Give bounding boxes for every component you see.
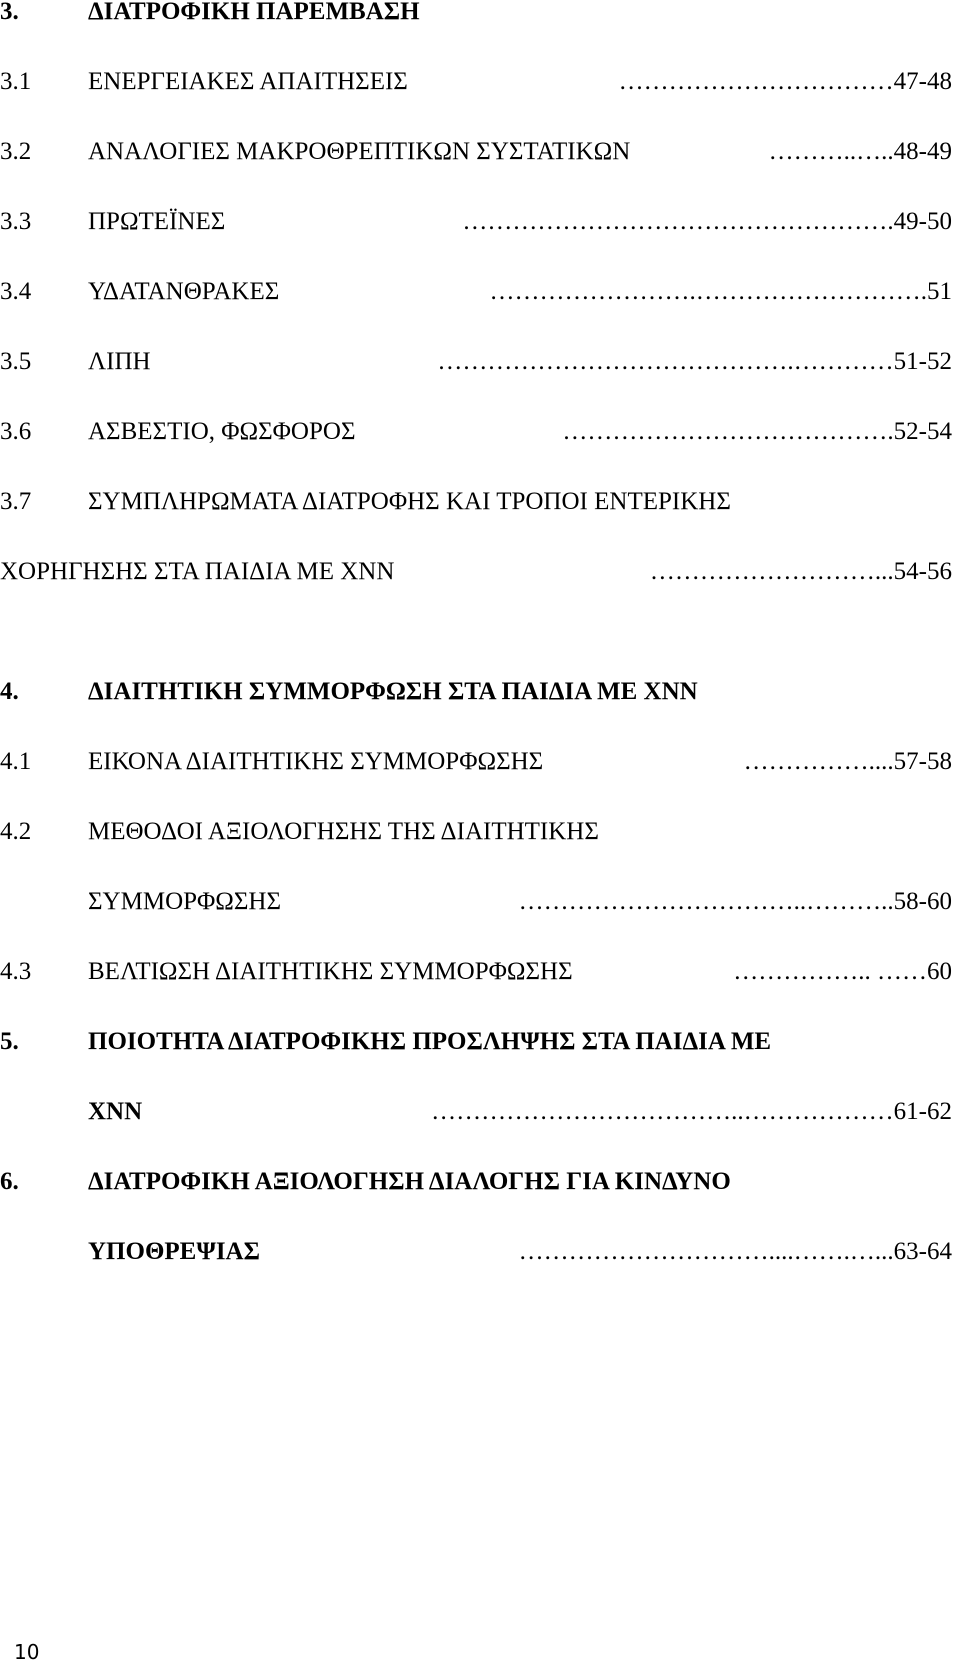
toc-title: ΣΥΜΠΛΗΡΩΜΑΤΑ ΔΙΑΤΡΟΦΗΣ ΚΑΙ ΤΡΟΠΟΙ ΕΝΤΕΡΙΚΗΣ [88,488,731,515]
toc-pages: ………………………………….52-54 [562,418,952,445]
toc-number: 5. [0,1028,19,1055]
toc-number: 3.3 [0,208,32,235]
toc-number: 3. [0,0,19,25]
toc-number: 4.2 [0,818,32,845]
toc-entry-4-3 [0,954,952,990]
toc-entry-3-7-continued [0,554,952,590]
toc-title: ΕΝΕΡΓΕΙΑΚΕΣ ΑΠΑΙΤΗΣΕΙΣ [88,68,408,95]
toc-heading-4 [0,674,952,710]
toc-title: ΒΕΛΤΙΩΣΗ ΔΙΑΙΤΗΤΙΚΗΣ ΣΥΜΜΟΡΦΩΣΗΣ [88,958,573,985]
toc-pages: …………………………....…….…...63-64 [518,1238,952,1265]
toc-pages: ……………………………..………..58-60 [518,888,952,915]
toc-title: ΔΙΑΤΡΟΦΙΚΗ ΑΞΙΟΛΟΓΗΣΗ ΔΙΑΛΟΓΗΣ ΓΙΑ ΚΙΝΔΥΝΟ [88,1168,731,1195]
toc-number: 3.1 [0,68,32,95]
toc-number: 3.7 [0,488,32,515]
toc-pages: ………………………………..………………61-62 [431,1098,952,1125]
page-number: 10 [14,1640,40,1664]
toc-heading-6 [0,1164,952,1200]
toc-number: 3.2 [0,138,32,165]
toc-title: ΑΣΒΕΣΤΙΟ, ΦΩΣΦΟΡΟΣ [88,418,356,445]
toc-number: 3.4 [0,278,32,305]
toc-title: ΑΝΑΛΟΓΙΕΣ ΜΑΚΡΟΘΡΕΠΤΙΚΩΝ ΣΥΣΤΑΤΙΚΩΝ [88,138,631,165]
toc-pages: …………………………………….…………51-52 [437,348,952,375]
toc-title: ΜΕΘΟΔΟΙ ΑΞΙΟΛΟΓΗΣΗΣ ΤΗΣ ΔΙΑΙΤΗΤΙΚΗΣ [88,818,599,845]
toc-entry-3-5 [0,344,952,380]
toc-pages: ……………………………47-48 [618,68,952,95]
toc-number: 4. [0,678,19,705]
toc-heading-3 [0,0,952,30]
toc-heading-6-continued [0,1234,952,1270]
toc-pages: ………………………...54-56 [649,558,952,585]
toc-entry-3-6 [0,414,952,450]
toc-entry-3-4 [0,274,952,310]
toc-number: 4.3 [0,958,32,985]
toc-entry-3-3 [0,204,952,240]
toc-pages: …………………………………………….49-50 [462,208,952,235]
toc-entry-3-7 [0,484,952,520]
toc-pages: ………..…..48-49 [768,138,952,165]
toc-title: ΠΟΙΟΤΗΤΑ ΔΙΑΤΡΟΦΙΚΗΣ ΠΡΟΣΛΗΨΗΣ ΣΤΑ ΠΑΙΔΙΑ ΜΕ [88,1028,772,1055]
toc-title: ΔΙΑΤΡΟΦΙΚΗ ΠΑΡΕΜΒΑΣΗ [88,0,420,25]
toc-title: ΛΙΠΗ [88,348,151,375]
toc-number: 3.5 [0,348,32,375]
toc-title-continued: ΥΠΟΘΡΕΨΙΑΣ [88,1238,260,1265]
toc-entry-4-2 [0,814,952,850]
toc-entry-4-2-continued [0,884,952,920]
toc-number: 4.1 [0,748,32,775]
toc-title-continued: ΧΝΝ [88,1098,143,1125]
toc-title: ΔΙΑΙΤΗΤΙΚΗ ΣΥΜΜΟΡΦΩΣΗ ΣΤΑ ΠΑΙΔΙΑ ΜΕ ΧΝΝ [88,678,698,705]
toc-heading-5 [0,1024,952,1060]
toc-heading-5-continued [0,1094,952,1130]
toc-title: ΥΔΑΤΑΝΘΡΑΚΕΣ [88,278,280,305]
toc-title-continued: ΧΟΡΗΓΗΣΗΣ ΣΤΑ ΠΑΙΔΙΑ ΜΕ ΧΝΝ [0,558,395,585]
toc-pages: …………….. ……60 [733,958,952,985]
toc-pages: …………………….……………………….51 [489,278,952,305]
toc-number: 6. [0,1168,19,1195]
toc-title: ΕΙΚΟΝΑ ΔΙΑΙΤΗΤΙΚΗΣ ΣΥΜΜΟΡΦΩΣΗΣ [88,748,544,775]
toc-entry-3-2 [0,134,952,170]
toc-entry-4-1 [0,744,952,780]
toc-title-continued: ΣΥΜΜΟΡΦΩΣΗΣ [88,888,282,915]
toc-title: ΠΡΩΤΕΪΝΕΣ [88,208,226,235]
toc-entry-3-1 [0,64,952,100]
toc-number: 3.6 [0,418,32,445]
toc-pages: ……………....57-58 [743,748,952,775]
